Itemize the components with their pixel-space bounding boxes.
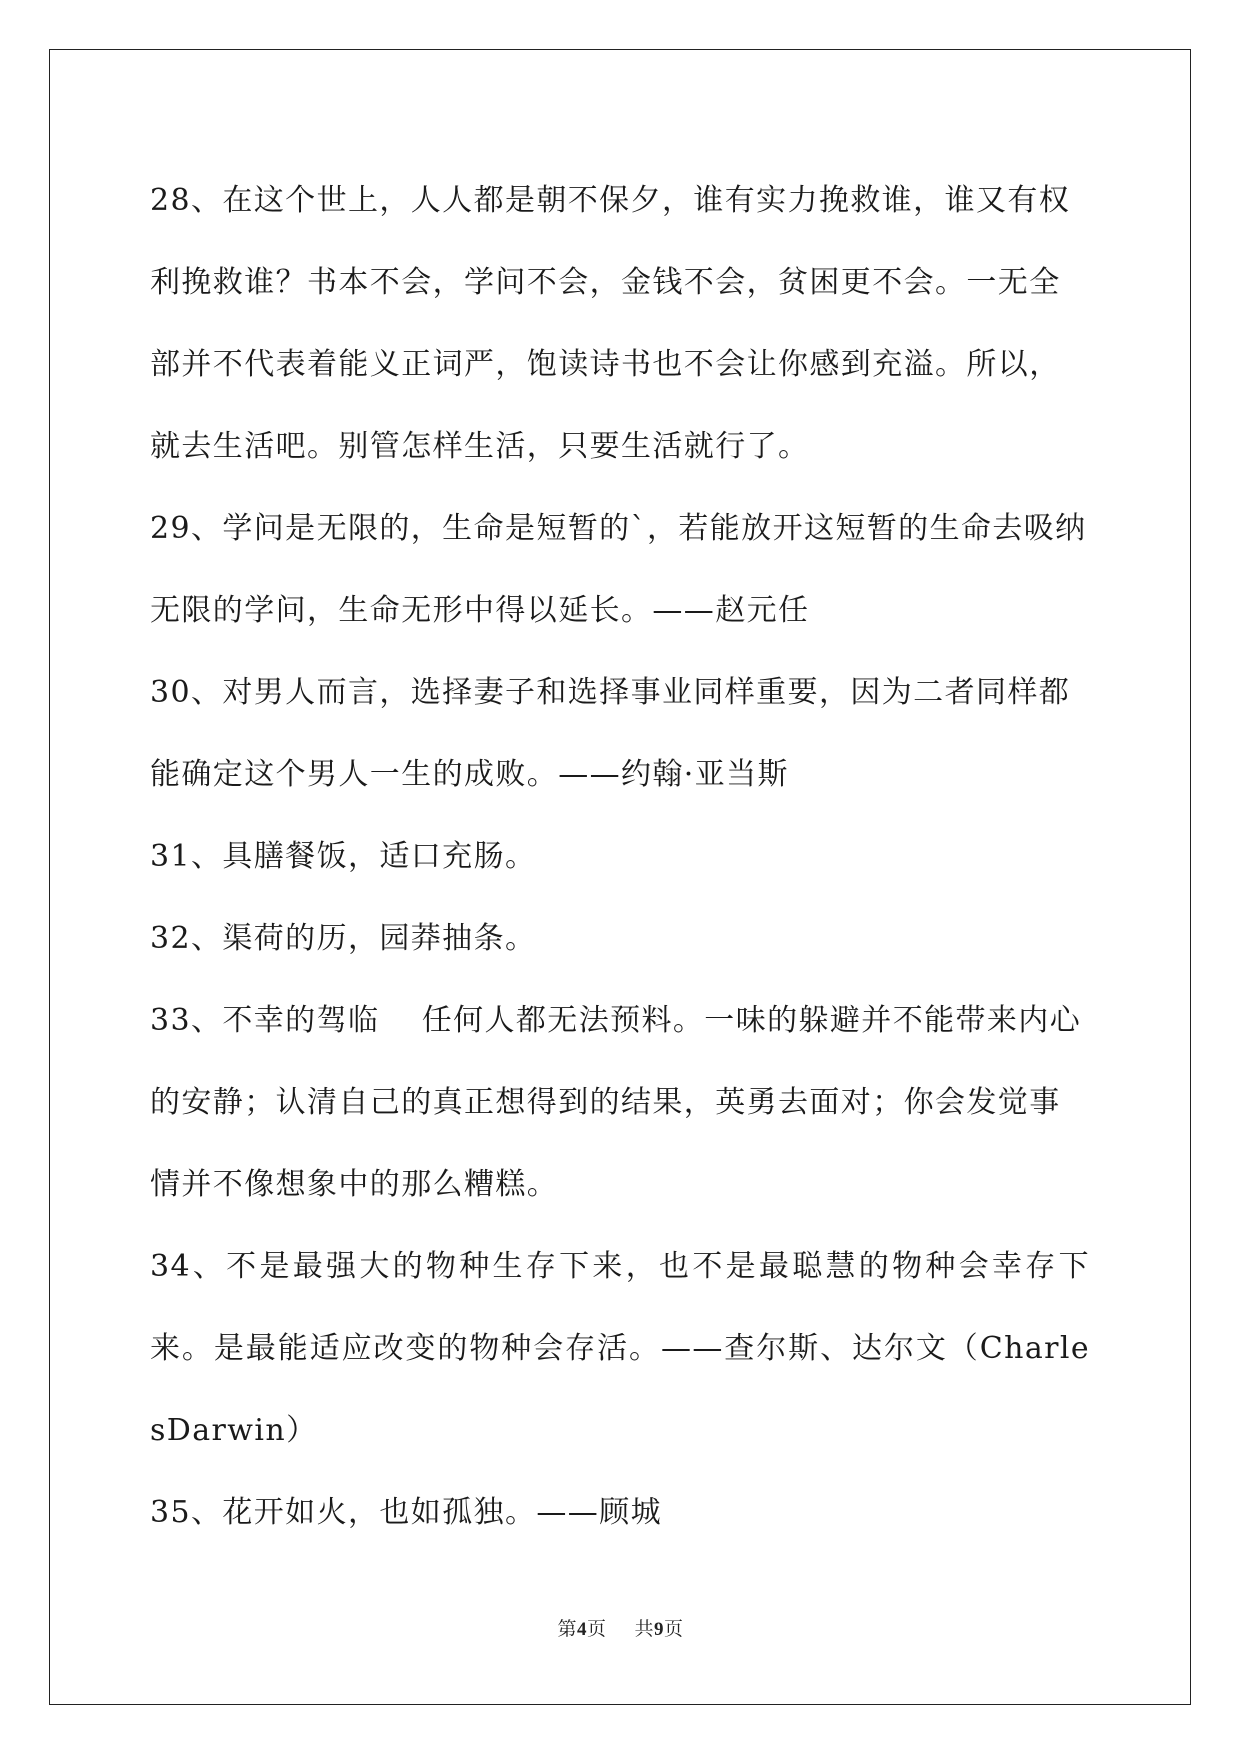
footer-total-suffix: 页 — [664, 1618, 684, 1640]
paragraph-28: 28、在这个世上，人人都是朝不保夕，谁有实力挽救谁，谁又有权利挽救谁？书本不会，学问不会，金钱不会，贫困更不会。一无全部并不代表着能义正词严，饱读诗书也不会让你感到充溢。所以，就去生活吧。别管怎样生活，只要生活就行了。 — [150, 183, 1071, 464]
footer-total-prefix: 共 — [634, 1618, 655, 1640]
footer-page-mid: 页 — [586, 1618, 607, 1640]
paragraph-35: 35、花开如火，也如孤独。——顾城 — [150, 1495, 662, 1530]
paragraph-33: 33、不幸的驾临 任何人都无法预料。一味的躲避并不能带来内心的安静；认清自己的真正想得到的结果，英勇去面对；你会发觉事情并不像想象中的那么糟糕。 — [150, 1003, 1082, 1202]
paragraph-32: 32、渠荷的历，园莽抽条。 — [150, 921, 537, 956]
footer-page-prefix: 第 — [557, 1618, 577, 1640]
document-body — [150, 160, 1090, 1554]
footer-page-current: 4 — [576, 1619, 587, 1640]
paragraph-29: 29、学问是无限的，生命是短暂的`，若能放开这短暂的生命去吸纳无限的学问，生命无形中得以延长。——赵元任 — [150, 511, 1087, 628]
paragraph-34: 34、不是最强大的物种生存下来，也不是最聪慧的物种会幸存下来。是最能适应改变的物种会存活。——查尔斯、达尔文（CharlesDarwin） — [150, 1249, 1090, 1448]
paragraph-31: 31、具膳餐饭，适口充肠。 — [150, 839, 537, 874]
paragraph-30: 30、对男人而言，选择妻子和选择事业同样重要，因为二者同样都能确定这个男人一生的成败。——约翰·亚当斯 — [150, 675, 1071, 792]
footer-page-total: 9 — [654, 1619, 665, 1640]
page-footer — [0, 1614, 1241, 1641]
